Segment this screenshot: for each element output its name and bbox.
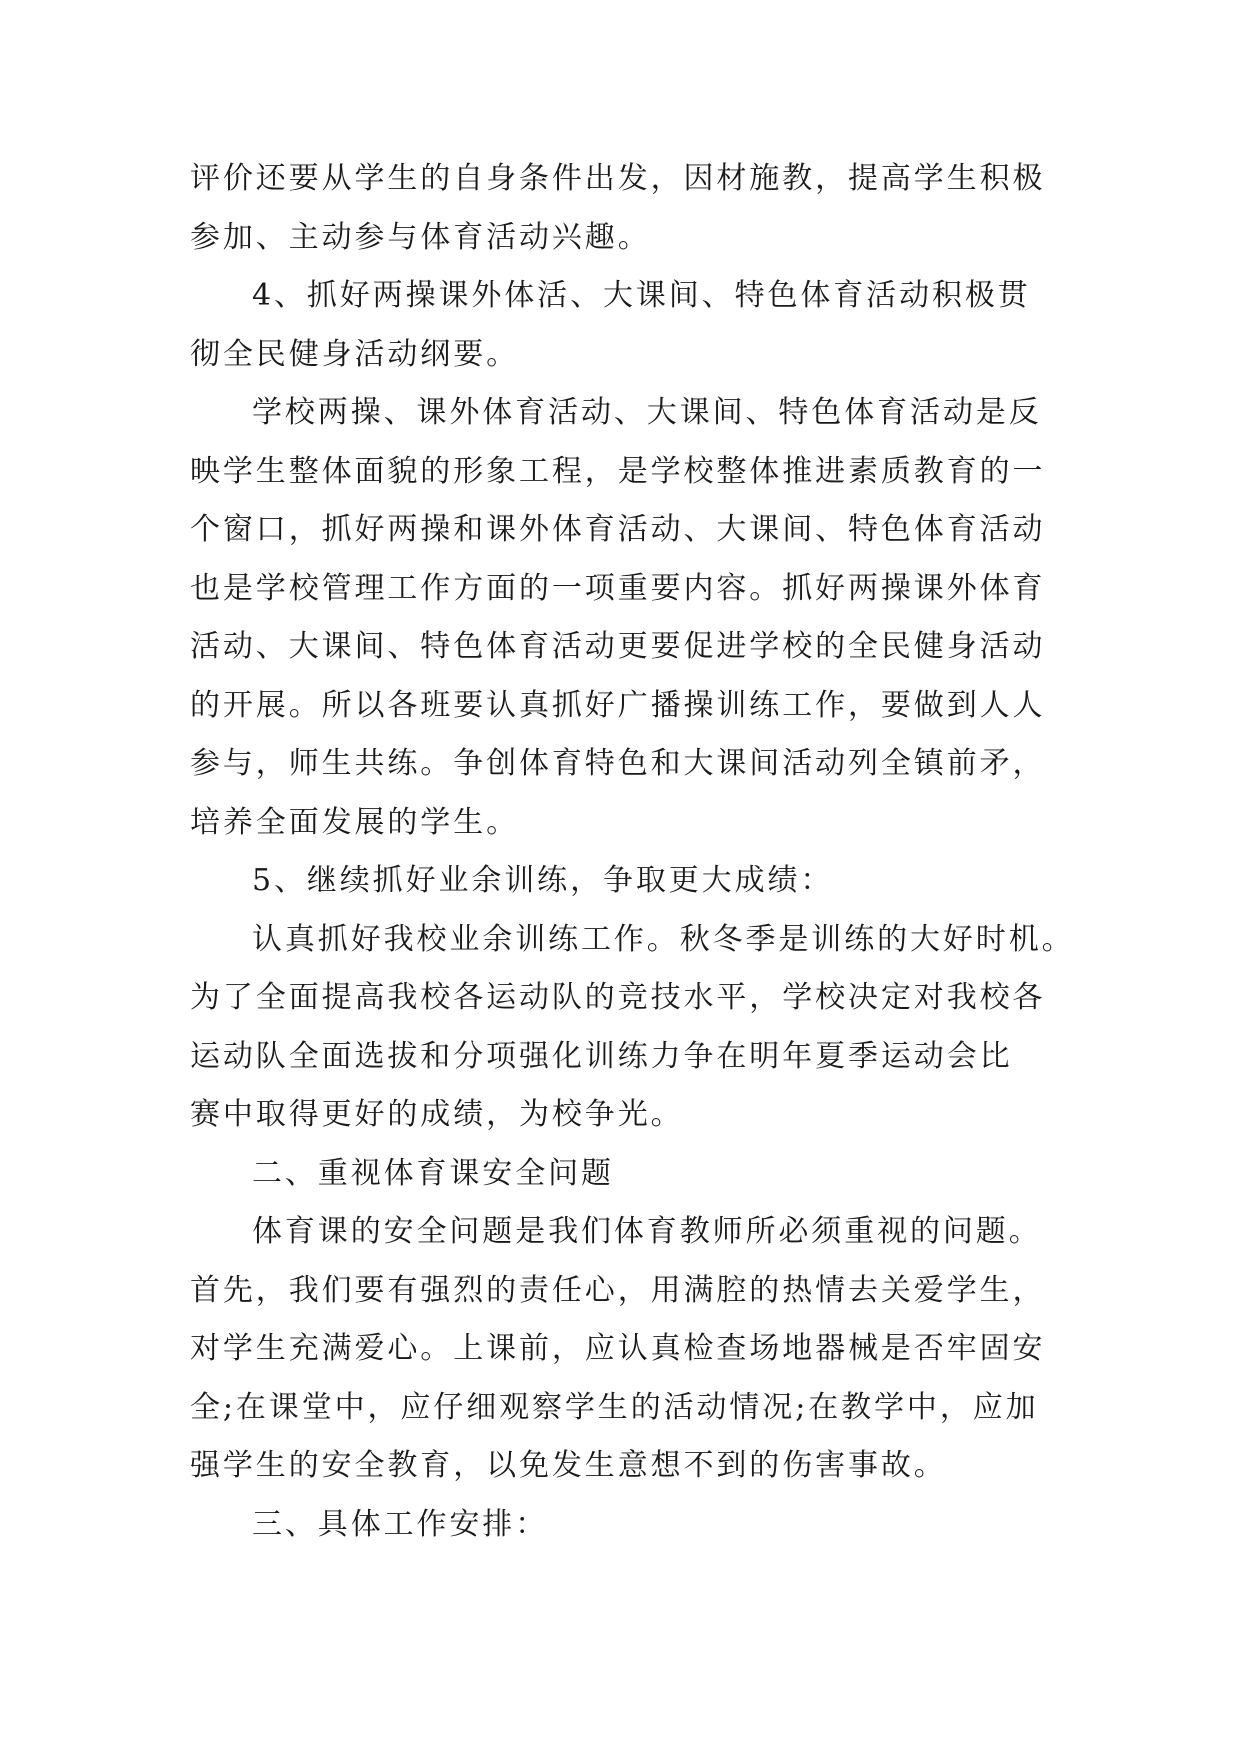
paragraph-start: 学校两操、课外体育活动、大课间、特色体育活动是反	[252, 395, 1042, 430]
text-line: 活动、大课间、特色体育活动更要促进学校的全民健身活动	[190, 629, 1046, 664]
text-line: 首先，我们要有强烈的责任心，用满腔的热情去关爱学生，	[190, 1272, 1046, 1308]
text-line: 参与，师生共练。争创体育特色和大课间活动列全镇前矛，	[190, 746, 1046, 781]
section-heading: 二、重视体育课安全问题	[252, 1155, 614, 1191]
section-heading: 5、继续抓好业余训练，争取更大成绩：	[252, 863, 834, 898]
text-line: 的开展。所以各班要认真抓好广播操训练工作，要做到人人	[190, 687, 1046, 723]
text-line: 强学生的安全教育，以免发生意想不到的伤害事故。	[190, 1448, 947, 1483]
text-line: 评价还要从学生的自身条件出发，因材施教，提高学生积极	[190, 161, 1046, 196]
text-line: 赛中取得更好的成绩，为校争光。	[190, 1097, 684, 1132]
paragraph-start: 认真抓好我校业余训练工作。秋冬季是训练的大好时机。	[252, 921, 1075, 957]
text-line: 参加、主动参与体育活动兴趣。	[190, 219, 651, 255]
text-line: 培养全面发展的学生。	[190, 804, 519, 840]
text-line: 也是学校管理工作方面的一项重要内容。抓好两操课外体育	[190, 570, 1046, 606]
section-heading: 4、抓好两操课外体活、大课间、特色体育活动积极贯	[252, 278, 1031, 313]
text-line: 个窗口，抓好两操和课外体育活动、大课间、特色体育活动	[190, 512, 1046, 547]
text-line: 对学生充满爱心。上课前，应认真检查场地器械是否牢固安	[190, 1331, 1046, 1366]
text-line: 运动队全面选拔和分项强化训练力争在明年夏季运动会比	[190, 1038, 1013, 1074]
text-line: 为了全面提高我校各运动队的竞技水平，学校决定对我校各	[190, 980, 1046, 1015]
text-line: 彻全民健身活动纲要。	[190, 336, 519, 372]
document-body	[190, 150, 1075, 1554]
text-line: 全;在课堂中，应仔细观察学生的活动情况;在教学中，应加	[190, 1389, 1039, 1425]
paragraph-start: 体育课的安全问题是我们体育教师所必须重视的问题。	[252, 1214, 1042, 1249]
section-heading: 三、具体工作安排：	[252, 1506, 549, 1542]
text-line: 映学生整体面貌的形象工程，是学校整体推进素质教育的一	[190, 453, 1046, 489]
